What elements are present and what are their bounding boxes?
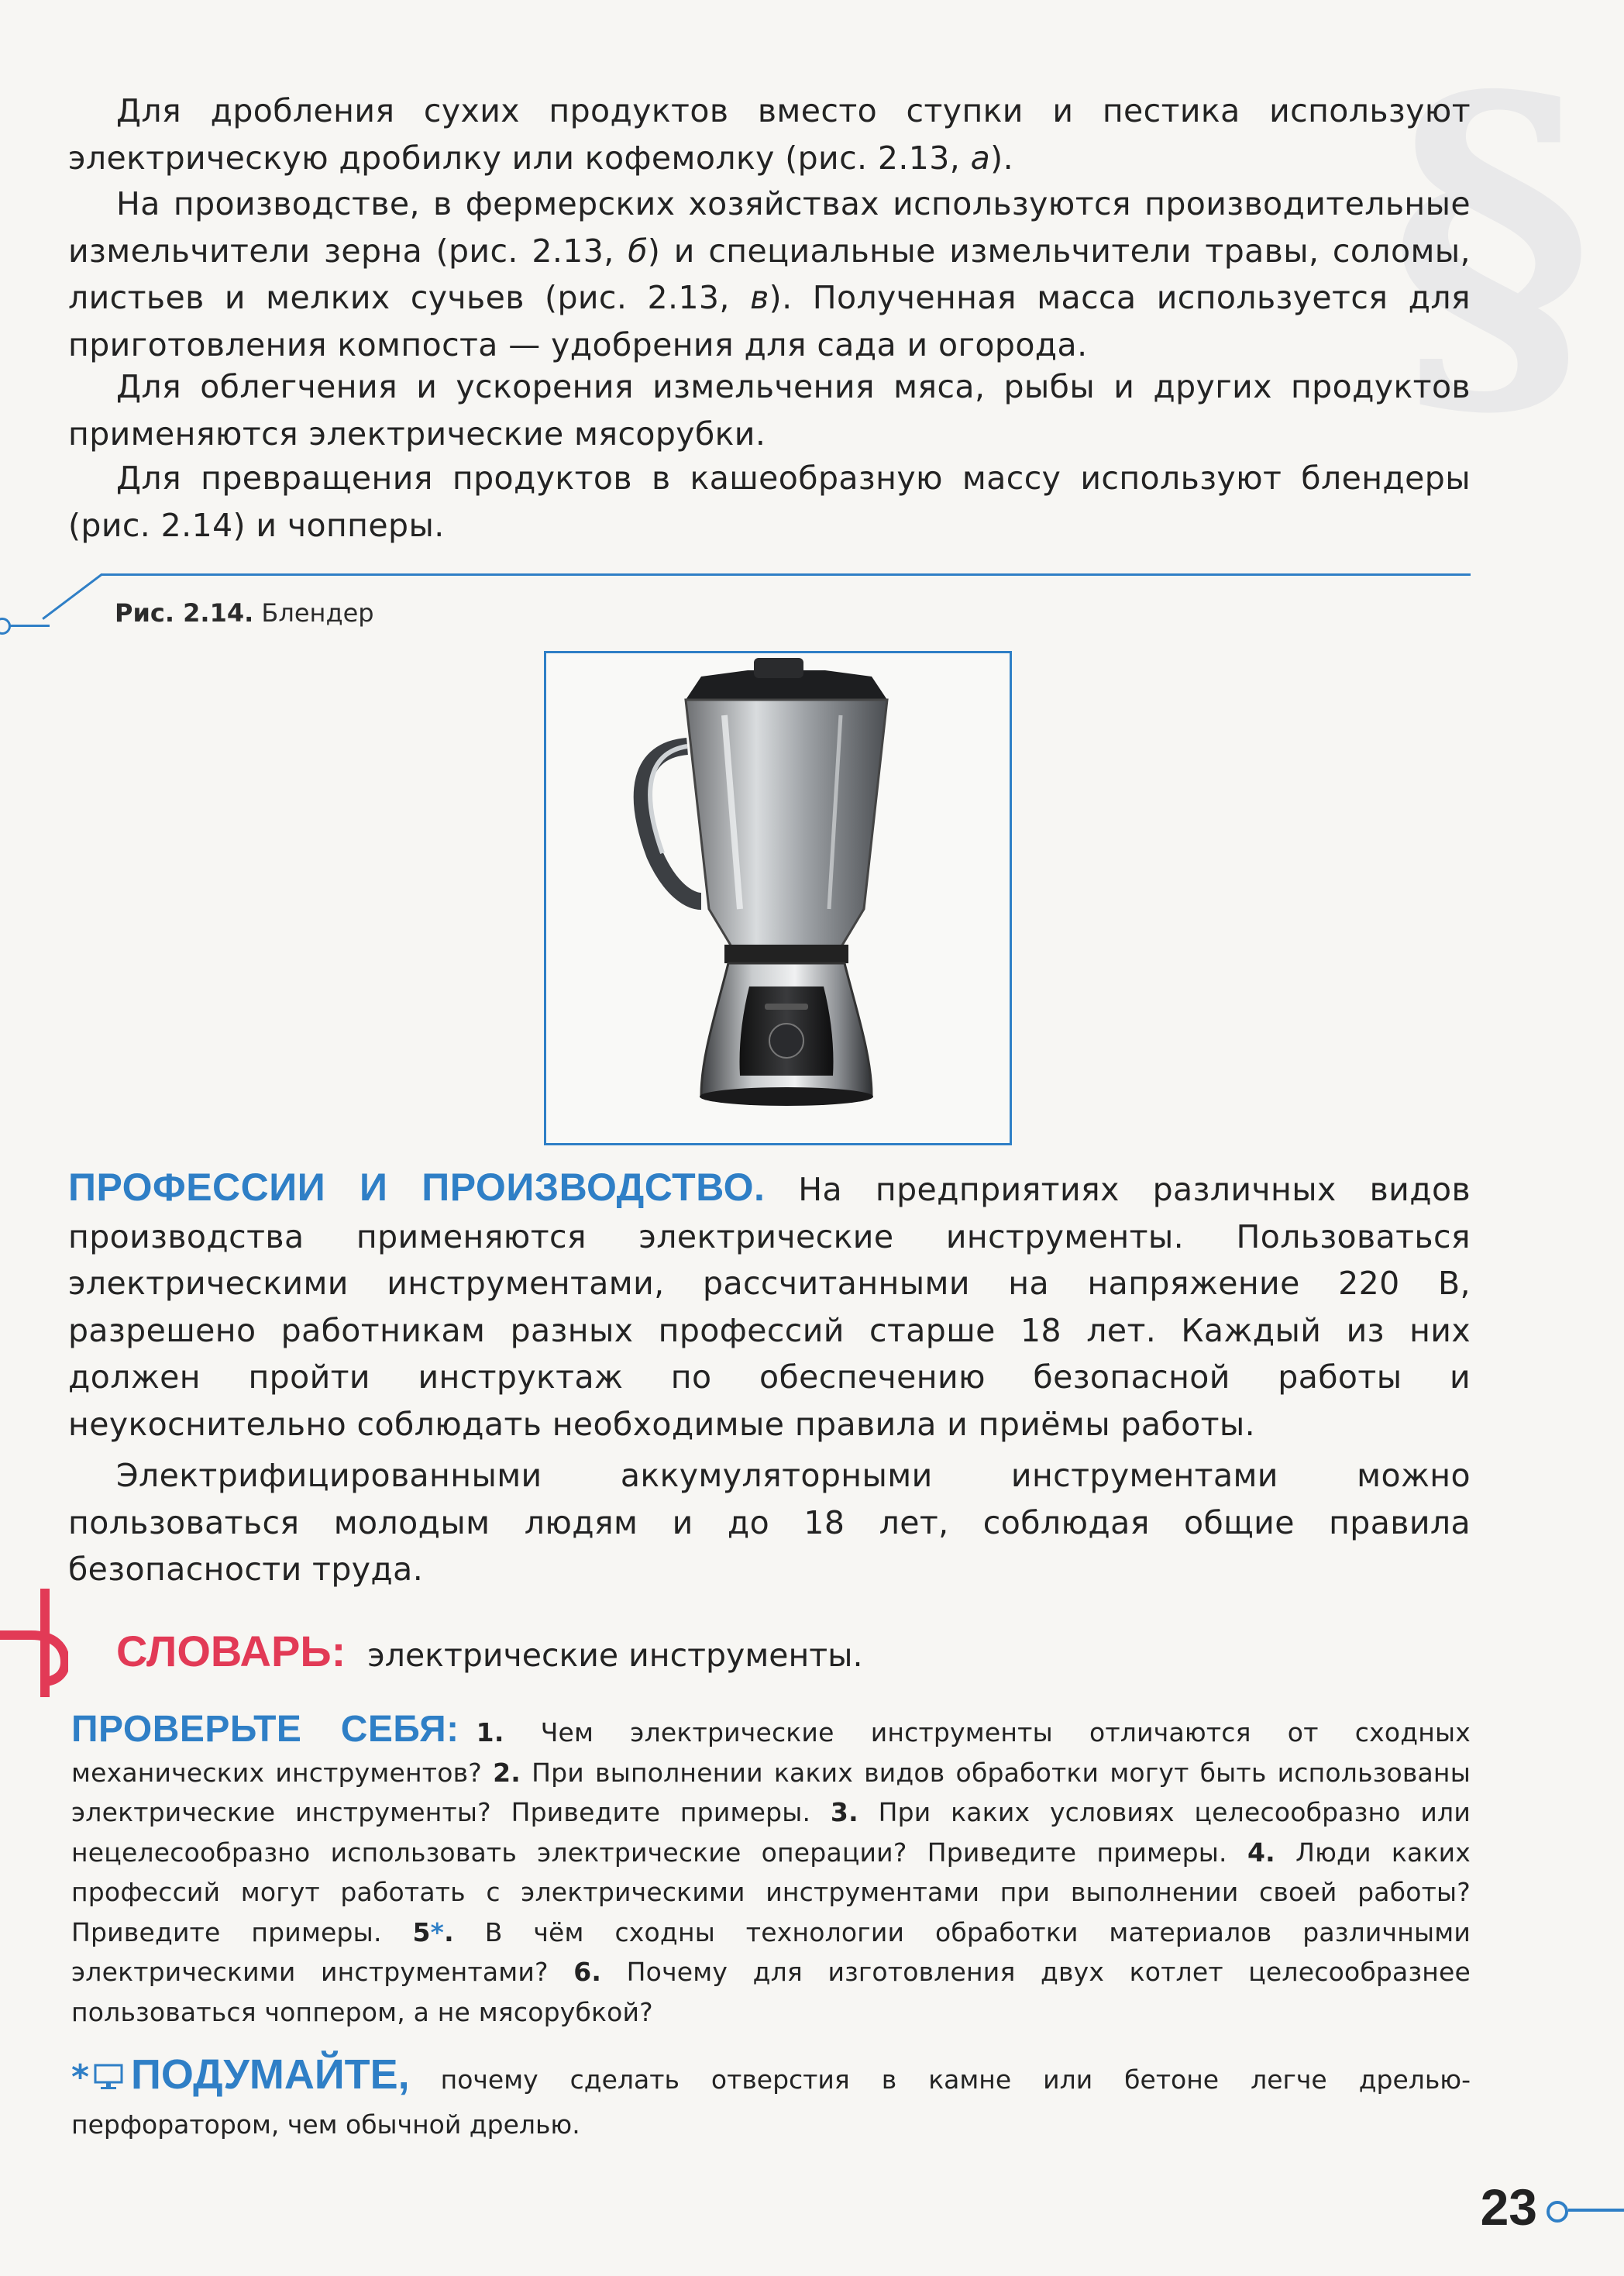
figure-caption: Рис. 2.14. Блендер (115, 598, 374, 628)
think-section (71, 2052, 1471, 2147)
blender-photo (546, 653, 1010, 1143)
self-check-section (71, 1710, 1471, 2032)
professions-heading: ПРОФЕССИИ И ПРОИЗВОДСТВО. (68, 1166, 766, 1209)
paragraph-blenders: Для превращения продуктов в кашеобразную массу используют блендеры (рис. 2.14) и чопперы. (68, 460, 1471, 544)
dictionary-marker-icon (0, 1589, 68, 1697)
dictionary-line (116, 1626, 863, 1676)
figure-frame (544, 651, 1012, 1145)
paragraph-production: На производстве, в фермерских хозяйствах используются производительные измельчители зерна (рис. 2.13, б) и специальные измельчители травы, соломы, листьев и мелких сучьев (рис. 2.13, в). Полученная масса используется для приготовления компоста — удобрения для сада и огорода. (68, 185, 1471, 363)
paragraph-meat-grinders: Для облегчения и ускорения измельчения мяса, рыбы и других продуктов применяются электрические мясорубки. (68, 368, 1471, 453)
professions-paragraph: ПРОФЕССИИ И ПРОИЗВОДСТВО. На предприятиях различных видов производства применяются электрические инструменты. Пользоваться электрическими инструментами, рассчитанными на напряжение 220 В, разрешено работникам разных профессий старше 18 лет. Каждый из них должен пройти инструктаж по обеспечению безопасной работы и неукоснительно соблюдать необходимые правила и приёмы работы. (68, 1166, 1471, 1443)
battery-tools-section (68, 1452, 1471, 1593)
section-watermark: § (1390, 12, 1593, 467)
dictionary-heading: СЛОВАРЬ: (116, 1627, 346, 1675)
paragraph-grinders: Для дробления сухих продуктов вместо ступки и пестика используют электрическую дробилку или кофемолку (рис. 2.13, а). (68, 92, 1471, 177)
page-number: 23 (1480, 2178, 1537, 2236)
think-text: * ПОДУМАЙТЕ, почему сделать отверстия в камне или бетоне легче дрелью-перфоратором, чем обычной дрелью. (71, 2051, 1471, 2140)
figure-rule-node (0, 618, 11, 635)
page-number-node (1547, 2201, 1568, 2223)
professions-section (68, 1164, 1471, 1448)
figure-rule-bend (42, 573, 102, 620)
think-heading: ПОДУМАЙТЕ, (131, 2051, 410, 2098)
battery-tools-paragraph: Электрифицированными аккумуляторными инструментами можно пользоваться молодым людям и до 18 лет, соблюдая общие правила безопасности труда. (68, 1457, 1471, 1588)
self-check-heading: ПРОВЕРЬТЕ СЕБЯ: (71, 1709, 459, 1750)
page-number-line (1568, 2209, 1624, 2212)
dictionary-term: электрические инструменты. (367, 1637, 863, 1674)
figure-rule (101, 573, 1471, 576)
self-check-text: ПРОВЕРЬТЕ СЕБЯ: 1. Чем электрические инструменты отличаются от сходных механических инструментов? 2. При выполнении каких видов обработки могут быть использованы электрические инструменты? Приведите примеры. 3. При каких условиях целесообразно или нецелесообразно использовать электрические операции? Приведите примеры. 4. Люди каких профессий могут работать с электрическими инструментами при выполнении своей работы? Приведите примеры. 5*. В чём сходны технологии обработки материалов различными электрическими инструментами? 6. Почему для изготовления двух котлет целесообразнее пользоваться чоппером, а не мясорубкой? (71, 1709, 1471, 2027)
computer-monitor-icon (94, 2064, 123, 2092)
